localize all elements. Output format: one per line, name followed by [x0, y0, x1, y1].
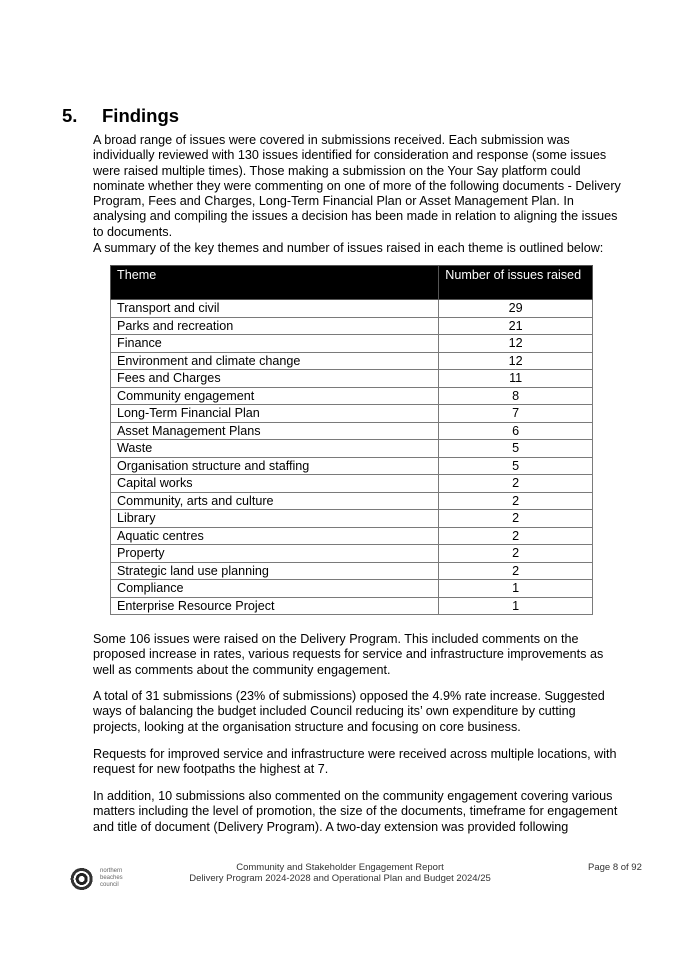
logo-line: beaches — [100, 875, 123, 881]
summary-lead-paragraph: A summary of the key themes and number of issues raised in each theme is outlined below: — [93, 241, 604, 255]
count-cell: 21 — [439, 317, 593, 335]
logo-line: northern — [100, 868, 123, 874]
section-title: Findings — [102, 105, 180, 126]
theme-cell: Organisation structure and staffing — [111, 457, 439, 475]
theme-cell: Waste — [111, 440, 439, 458]
table-row — [111, 545, 593, 563]
footer-title — [189, 862, 491, 884]
count-cell: 2 — [439, 545, 593, 563]
theme-cell: Asset Management Plans — [111, 422, 439, 440]
table-row — [111, 422, 593, 440]
table-row — [111, 597, 593, 615]
table-row — [111, 370, 593, 388]
count-cell: 2 — [439, 492, 593, 510]
section-number: 5. — [62, 105, 78, 126]
count-cell: 5 — [439, 457, 593, 475]
table-row — [111, 580, 593, 598]
count-cell: 2 — [439, 475, 593, 493]
count-cell: 2 — [439, 510, 593, 528]
intro-paragraph: A broad range of issues were covered in submissions received. Each submission was individually reviewed with 130 issues identified for consideration and response (some issues were raised multiple times). Those making a submission on the Your Say platform could nominate whether they were commenting on one of more of the following documents - Delivery Program, Fees and Charges, Long-Term Financial Plan or Asset Management Plan. In analysing and compiling the issues a decision has been made in relation to aligning the issues to documents. — [93, 133, 621, 239]
count-cell: 12 — [439, 335, 593, 353]
count-cell: 2 — [439, 527, 593, 545]
table-row — [111, 562, 593, 580]
header-number-of-issues: Number of issues raised — [439, 266, 593, 300]
count-cell: 5 — [439, 440, 593, 458]
infrastructure-paragraph: Requests for improved service and infrastructure were received across multiple locations, with request for new footpaths the highest at 7. — [93, 747, 617, 777]
theme-cell: Fees and Charges — [111, 370, 439, 388]
table-row — [111, 492, 593, 510]
council-logo-icon — [70, 866, 96, 892]
theme-cell: Environment and climate change — [111, 352, 439, 370]
engagement-paragraph: In addition, 10 submissions also commented on the community engagement covering various matters including the level of promotion, the size of the documents, timeframe for engagement and title of document (Delivery Program). A two-day extension was provided following — [93, 789, 618, 834]
table-row — [111, 475, 593, 493]
count-cell: 12 — [439, 352, 593, 370]
count-cell: 8 — [439, 387, 593, 405]
table-header-row — [111, 266, 593, 300]
theme-cell: Community, arts and culture — [111, 492, 439, 510]
theme-cell: Capital works — [111, 475, 439, 493]
logo-line: council — [100, 882, 119, 888]
table-row — [111, 387, 593, 405]
theme-cell: Aquatic centres — [111, 527, 439, 545]
theme-cell: Enterprise Resource Project — [111, 597, 439, 615]
table-row — [111, 352, 593, 370]
footer-title-line2: Delivery Program 2024-2028 and Operational Plan and Budget 2024/25 — [189, 873, 491, 884]
theme-cell: Long-Term Financial Plan — [111, 405, 439, 423]
count-cell: 1 — [439, 580, 593, 598]
theme-cell: Library — [111, 510, 439, 528]
table-row — [111, 457, 593, 475]
section-heading — [62, 105, 179, 127]
table-row — [111, 440, 593, 458]
theme-cell: Strategic land use planning — [111, 562, 439, 580]
count-cell: 6 — [439, 422, 593, 440]
theme-cell: Compliance — [111, 580, 439, 598]
council-logo-text — [100, 868, 123, 889]
theme-cell: Property — [111, 545, 439, 563]
header-theme: Theme — [111, 266, 439, 300]
delivery-program-paragraph: Some 106 issues were raised on the Delivery Program. This included comments on the proposed increase in rates, various requests for service and infrastructure improvements as well as comments about the community engagement. — [93, 632, 604, 677]
table-row — [111, 510, 593, 528]
count-cell: 2 — [439, 562, 593, 580]
table-row — [111, 317, 593, 335]
rate-increase-paragraph: A total of 31 submissions (23% of submissions) opposed the 4.9% rate increase. Suggested ways of balancing the budget included Council reducing its’ own expenditure by cutting projects, looking at the organisation structure and focusing on core business. — [93, 689, 605, 734]
page-number: Page 8 of 92 — [588, 862, 642, 873]
theme-cell: Parks and recreation — [111, 317, 439, 335]
themes-table — [110, 265, 593, 615]
table-row — [111, 335, 593, 353]
theme-cell: Finance — [111, 335, 439, 353]
count-cell: 11 — [439, 370, 593, 388]
council-logo — [70, 866, 150, 896]
count-cell: 29 — [439, 300, 593, 318]
count-cell: 1 — [439, 597, 593, 615]
theme-cell: Community engagement — [111, 387, 439, 405]
table-row — [111, 300, 593, 318]
footer-title-line1: Community and Stakeholder Engagement Report — [236, 862, 444, 873]
theme-cell: Transport and civil — [111, 300, 439, 318]
count-cell: 7 — [439, 405, 593, 423]
table-row — [111, 527, 593, 545]
table-row — [111, 405, 593, 423]
